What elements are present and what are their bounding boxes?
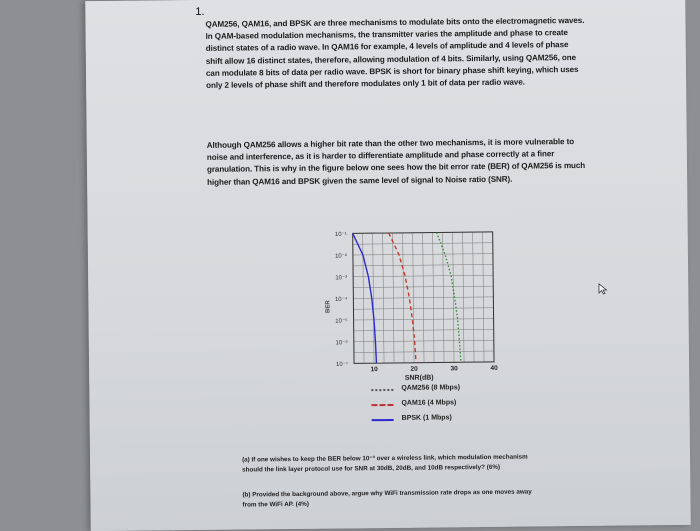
x-axis-label: SNR(dB) xyxy=(404,374,434,382)
legend-label: QAM16 (4 Mbps) xyxy=(401,399,457,407)
solid-line-swatch xyxy=(372,419,394,421)
dotted-line-swatch xyxy=(371,389,393,391)
x-tick-label: 40 xyxy=(490,364,498,372)
y-tick-label: 10⁻⁷ xyxy=(336,361,349,369)
legend-item-qam16 xyxy=(371,397,521,414)
y-tick-label: 10⁻¹ xyxy=(334,231,347,239)
question-b: (b) Provided the background above, argue why WiFi transmission rate drops as one moves away from the WiFi AP. (4%) xyxy=(242,488,532,509)
y-tick-label: 10⁻² xyxy=(335,253,347,260)
chart-legend xyxy=(371,382,521,429)
mouse-cursor-icon xyxy=(598,283,608,295)
dashed-line-swatch xyxy=(371,404,393,406)
explanation-paragraph: Although QAM256 allows a higher bit rate than the other two mechanisms, it is more vulnerable to noise and interference, as it is harder to differentiate amplitude and phase correctly at a finer granulation. This is why in the figure below one sees how the bit error rate (BER) of QAM256 is much higher than QAM16 and BPSK given the same level of signal to Noise ratio (SNR). xyxy=(206,137,586,187)
x-tick-label: 30 xyxy=(450,365,458,373)
ber-chart xyxy=(313,222,505,389)
y-axis-label: BER xyxy=(325,300,332,313)
y-tick-label: 10⁻⁴ xyxy=(334,296,348,304)
worksheet-page xyxy=(85,0,691,531)
intro-paragraph: QAM256, QAM16, and BPSK are three mechanisms to modulate bits onto the electromagnetic waves. In QAM-based modulation mechanisms, the transmitter varies the amplitude and phase to create distinct states of a radio wave. In QAM16 for example, 4 levels of amplitude and 4 levels of phase shift allow 16 distinct states, therefore, allowing modulation of 4 bits. Similarly, using QAM256, one can modulate 8 bits of data per radio wave. BPSK is short for binary phase shift keying, which uses only 2 levels of phase shift and therefore modulates only 1 bit of data per radio wave. xyxy=(205,15,585,90)
legend-item-qam256 xyxy=(371,382,521,399)
question-number: 1. xyxy=(195,5,205,19)
question-a: (a) If one wishes to keep the BER below 10⁻³ over a wireless link, which modulation mechanism should the link layer protocol use for SNR at 30dB, 20dB, and 10dB respectively? (6%) xyxy=(242,453,528,474)
y-tick-label: 10⁻³ xyxy=(335,275,348,282)
y-tick-label: 10⁻⁵ xyxy=(335,318,348,325)
x-tick-label: 20 xyxy=(410,365,418,373)
y-tick-label: 10⁻⁶ xyxy=(335,340,348,347)
x-tick-label: 10 xyxy=(370,366,378,374)
legend-label: QAM256 (8 Mbps) xyxy=(401,384,461,392)
legend-label: BPSK (1 Mbps) xyxy=(401,414,452,422)
ber-chart-svg xyxy=(313,222,505,389)
legend-item-bpsk xyxy=(372,412,522,429)
